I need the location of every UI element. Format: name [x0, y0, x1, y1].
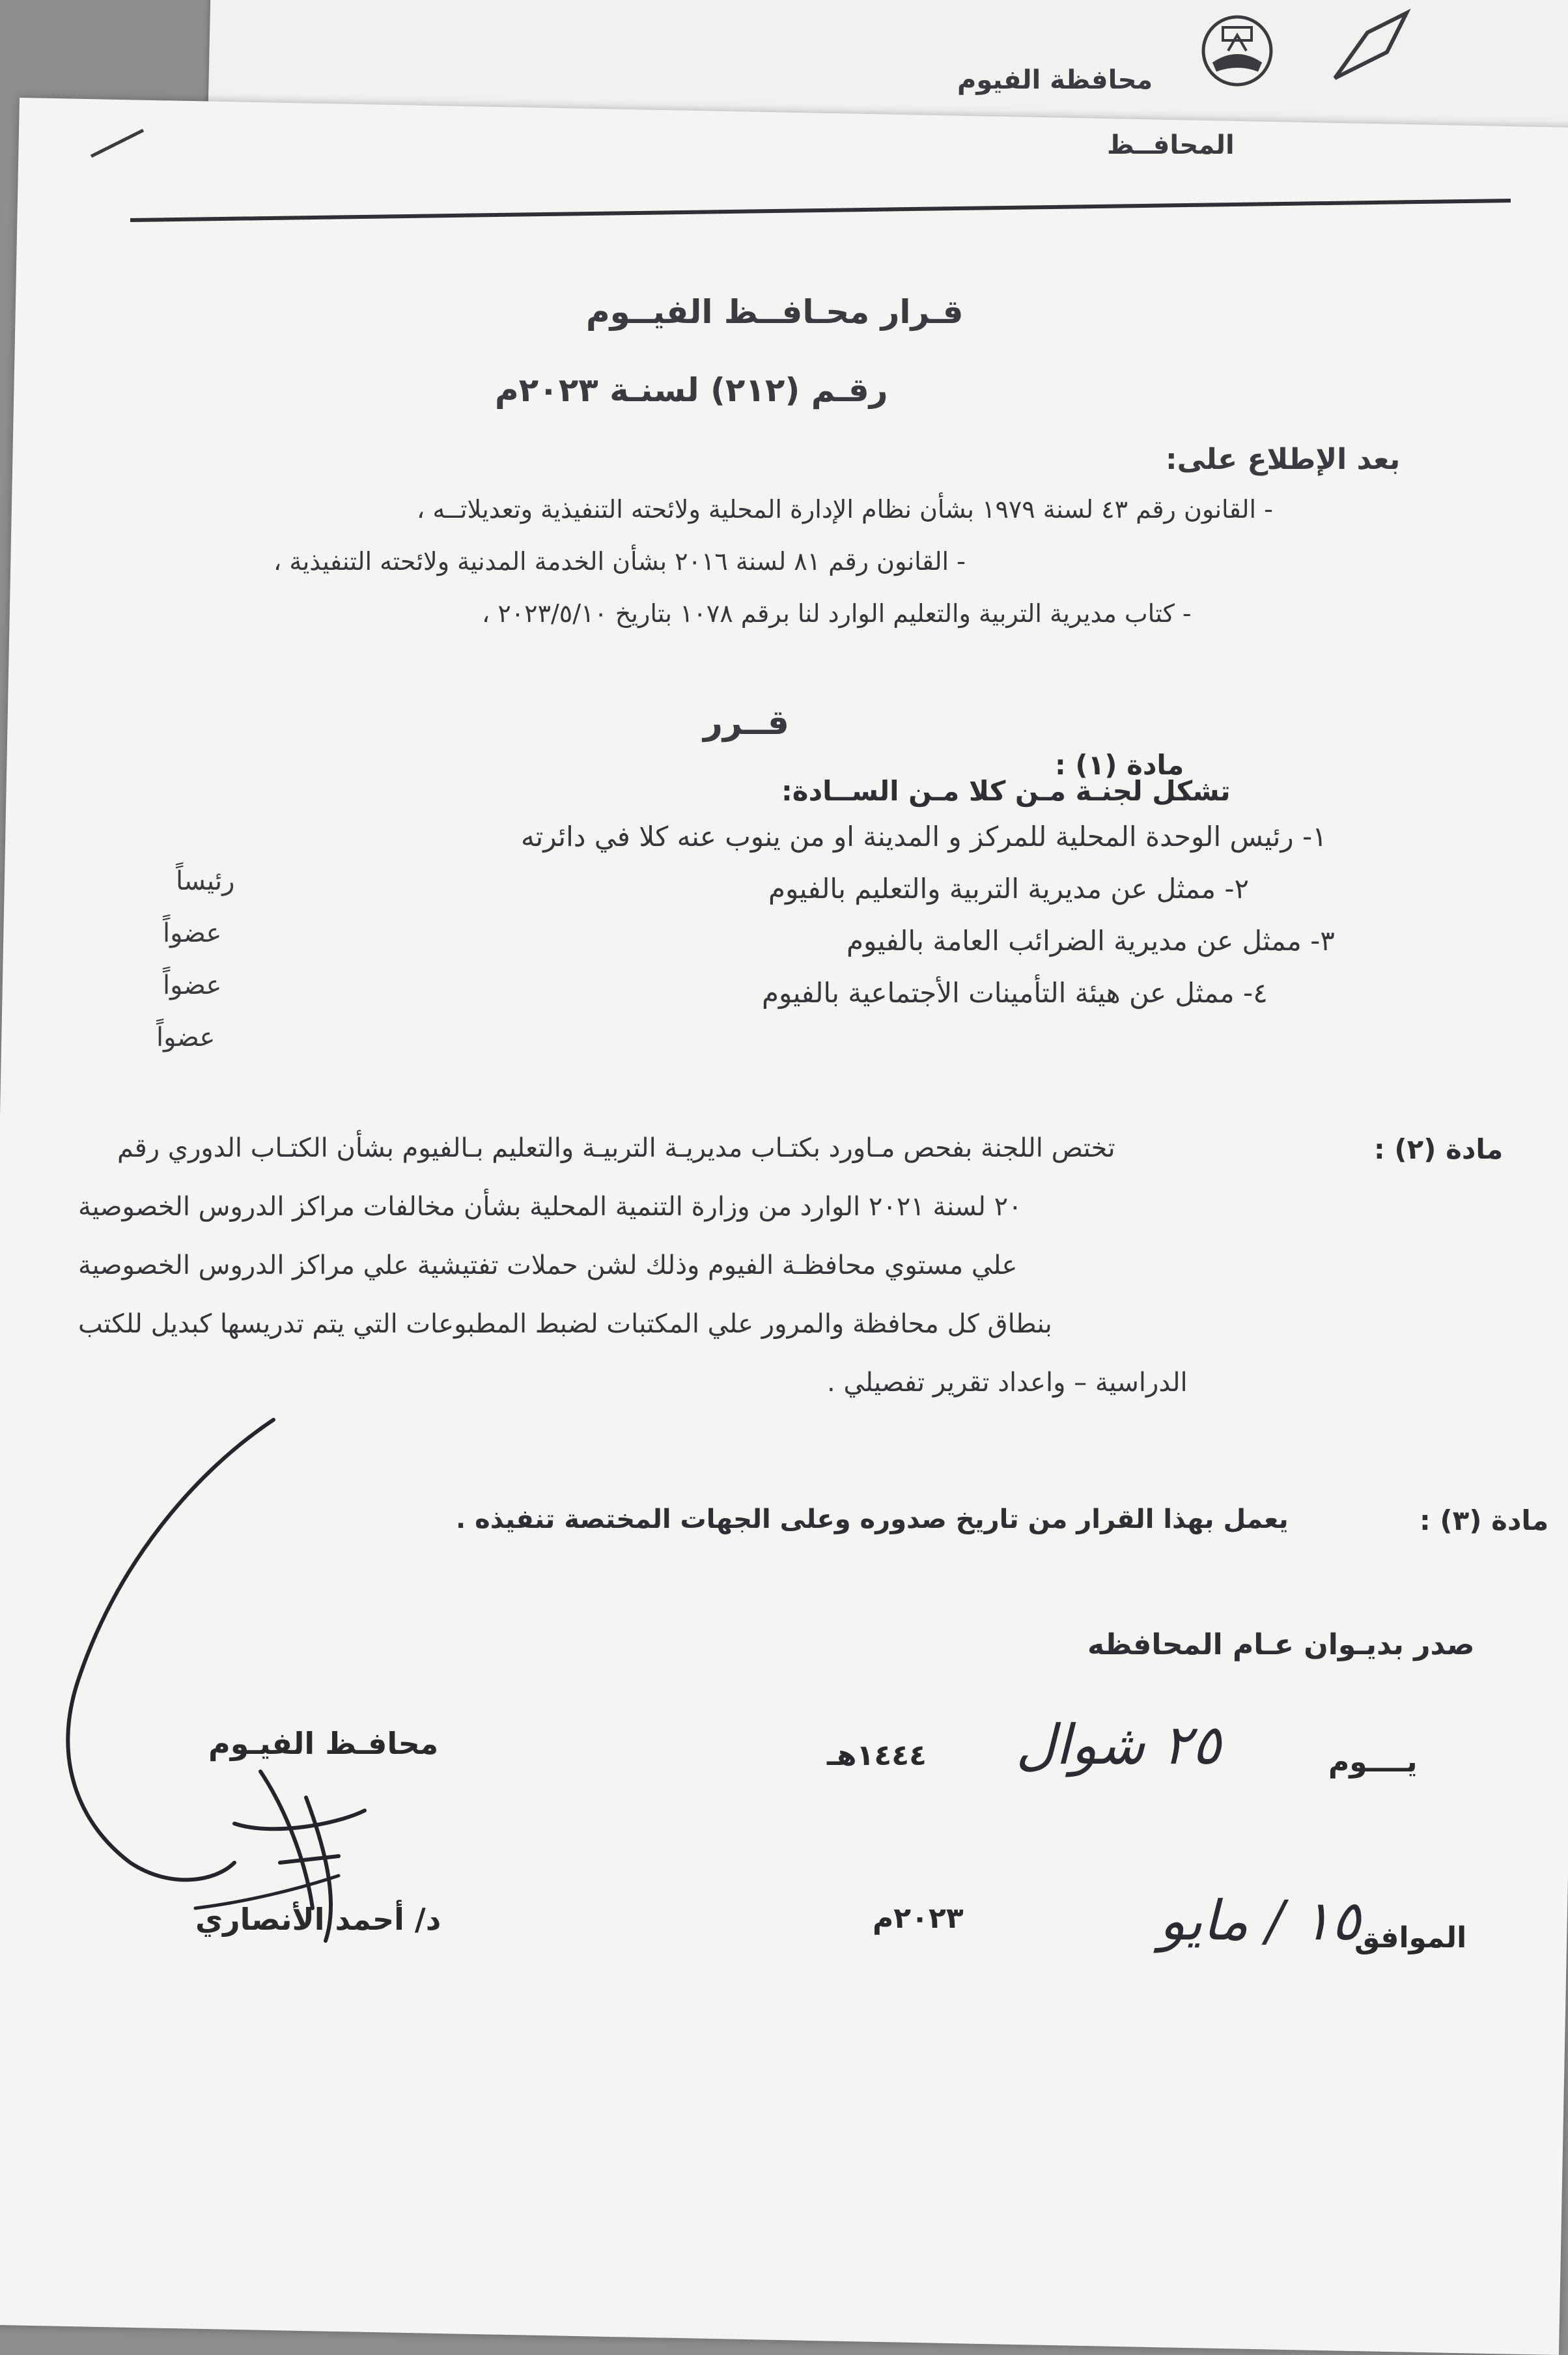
decided-heading: قــرر [703, 703, 789, 742]
signatory-name: د/ أحمد الأنصاري [195, 1902, 441, 1937]
member-2-role: عضواً [163, 918, 222, 948]
article-2-line-1: تختص اللجنة بفحص مـاورد بكتـاب مديريـة التربيـة والتعليم بـالفيوم بشأن الكتـاب الدوري رقم [117, 1133, 1115, 1163]
member-4: ٤- ممثل عن هيئة التأمينات الأجتماعية بالفيوم [762, 977, 1268, 1009]
hijri-date-handwritten: ٢٥ شوال [1016, 1713, 1222, 1777]
member-4-role: عضواً [156, 1022, 216, 1052]
hijri-year: ١٤٤٤هـ [827, 1739, 927, 1772]
issued-line: صدر بديـوان عـام المحافظه [1087, 1628, 1475, 1661]
preamble-item-3: - كتاب مديرية التربية والتعليم الوارد لنا برقم ١٠٧٨ بتاريخ ٢٠٢٣/٥/١٠ ، [482, 599, 1192, 628]
signatory-title: محافـظ الفيـوم [208, 1726, 439, 1761]
article-2-line-4: بنطاق كل محافظة والمرور علي المكتبات لضبط المطبوعات التي يتم تدريسها كبديل للكتب [78, 1309, 1052, 1339]
gregorian-year: ٢٠٢٣م [873, 1902, 964, 1935]
article-3-label: مادة (٣) : [1420, 1504, 1549, 1536]
article-2-line-3: علي مستوي محافظـة الفيوم وذلك لشن حملات تفتيشية علي مراكز الدروس الخصوصية [78, 1250, 1018, 1280]
article-2-label: مادة (٢) : [1374, 1133, 1504, 1165]
handwritten-signature [0, 1407, 586, 1993]
decision-number: رقـم (٢١٢) لسنـة ٢٠٢٣م [495, 371, 888, 409]
office-title: المحافــظ [1107, 130, 1235, 160]
article-3-text: يعمل بهذا القرار من تاريخ صدوره وعلى الجهات المختصة تنفيذه . [456, 1504, 1289, 1534]
article-2-line-2: ٢٠ لسنة ٢٠٢١ الوارد من وزارة التنمية المحلية بشأن مخالفات مراكز الدروس الخصوصية [78, 1192, 1022, 1222]
preamble-heading: بعد الإطلاع على: [1166, 443, 1401, 476]
hijri-date-prefix: يــــوم [1328, 1745, 1418, 1779]
article-2-line-5: الدراسية – واعداد تقرير تفصيلي . [827, 1368, 1188, 1398]
header-rules [0, 0, 1568, 326]
article-1-label: مادة (١) : [1055, 749, 1184, 781]
preamble-item-1: - القانون رقم ٤٣ لسنة ١٩٧٩ بشأن نظام الإدارة المحلية ولائحته التنفيذية وتعديلاتــه ، [417, 495, 1273, 524]
member-2: ٢- ممثل عن مديرية التربية والتعليم بالفيوم [768, 873, 1250, 905]
gregorian-date-prefix: الموافق [1354, 1921, 1467, 1954]
governorate-name: محافظة الفيوم [957, 65, 1153, 95]
member-3: ٣- ممثل عن مديرية الضرائب العامة بالفيوم [847, 925, 1335, 957]
article-1-text: تشكل لجنـة مـن كلا مـن الســادة: [781, 775, 1231, 807]
member-1: ١- رئيس الوحدة المحلية للمركز و المدينة او من ينوب عنه كلا في دائرته [521, 821, 1327, 853]
member-3-role: عضواً [163, 970, 222, 1000]
gregorian-date-handwritten: ١٥ / مايو [1159, 1889, 1361, 1953]
preamble-item-2: - القانون رقم ٨١ لسنة ٢٠١٦ بشأن الخدمة المدنية ولائحته التنفيذية ، [273, 547, 966, 576]
member-1-role: رئيساً [176, 866, 235, 896]
decision-title: قـرار محـافــظ الفيــوم [586, 293, 964, 331]
